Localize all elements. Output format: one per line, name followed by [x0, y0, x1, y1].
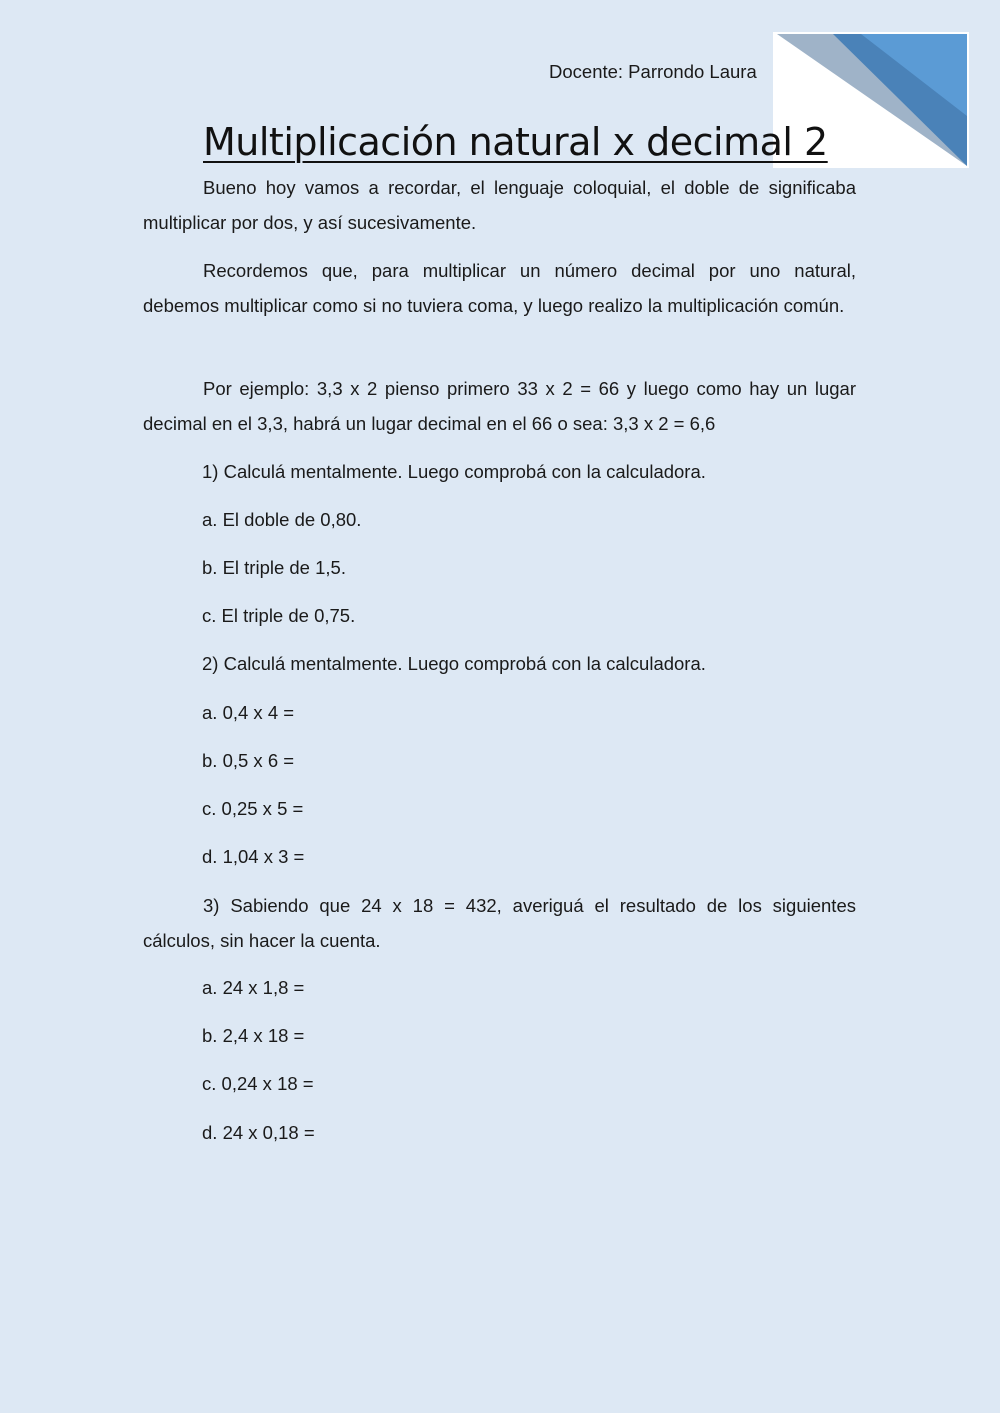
exercise-2-item: b. 0,5 x 6 = — [202, 750, 295, 771]
exercise-3-heading: 3) Sabiendo que 24 x 18 = 432, averiguá el resultado de los siguientes cálculos, sin hacer la cuenta. — [143, 895, 856, 951]
exercise-1-item: c. El triple de 0,75. — [202, 605, 356, 626]
exercise-3-item: b. 2,4 x 18 = — [202, 1025, 305, 1046]
exercise-2-item: d. 1,04 x 3 = — [202, 846, 305, 867]
exercise-3-item: a. 24 x 1,8 = — [202, 977, 305, 998]
exercise-1-item: b. El triple de 1,5. — [202, 557, 346, 578]
exercise-3-item: d. 24 x 0,18 = — [202, 1122, 315, 1143]
exercise-2-item: a. 0,4 x 4 = — [202, 702, 295, 723]
exercise-2-heading: 2) Calculá mentalmente. Luego comprobá con la calculadora. — [202, 653, 706, 674]
intro-paragraph-1: Bueno hoy vamos a recordar, el lenguaje coloquial, el doble de significaba multiplicar por dos, y así sucesivamente. — [143, 177, 856, 233]
exercise-1-item: a. El doble de 0,80. — [202, 509, 362, 530]
exercise-3-item: c. 0,24 x 18 = — [202, 1073, 314, 1094]
exercise-1-heading: 1) Calculá mentalmente. Luego comprobá con la calculadora. — [202, 461, 706, 482]
exercise-2-item: c. 0,25 x 5 = — [202, 798, 304, 819]
teacher-name: Docente: Parrondo Laura — [549, 61, 757, 82]
example-paragraph: Por ejemplo: 3,3 x 2 pienso primero 33 x 2 = 66 y luego como hay un lugar decimal en el 3,3, habrá un lugar decimal en el 66 o sea: 3,3 x 2 = 6,6 — [143, 378, 856, 434]
page-title: Multiplicación natural x decimal 2 — [203, 120, 828, 164]
intro-paragraph-2: Recordemos que, para multiplicar un número decimal por uno natural, debemos multiplicar como si no tuviera coma, y luego realizo la multiplicación común. — [143, 260, 856, 316]
